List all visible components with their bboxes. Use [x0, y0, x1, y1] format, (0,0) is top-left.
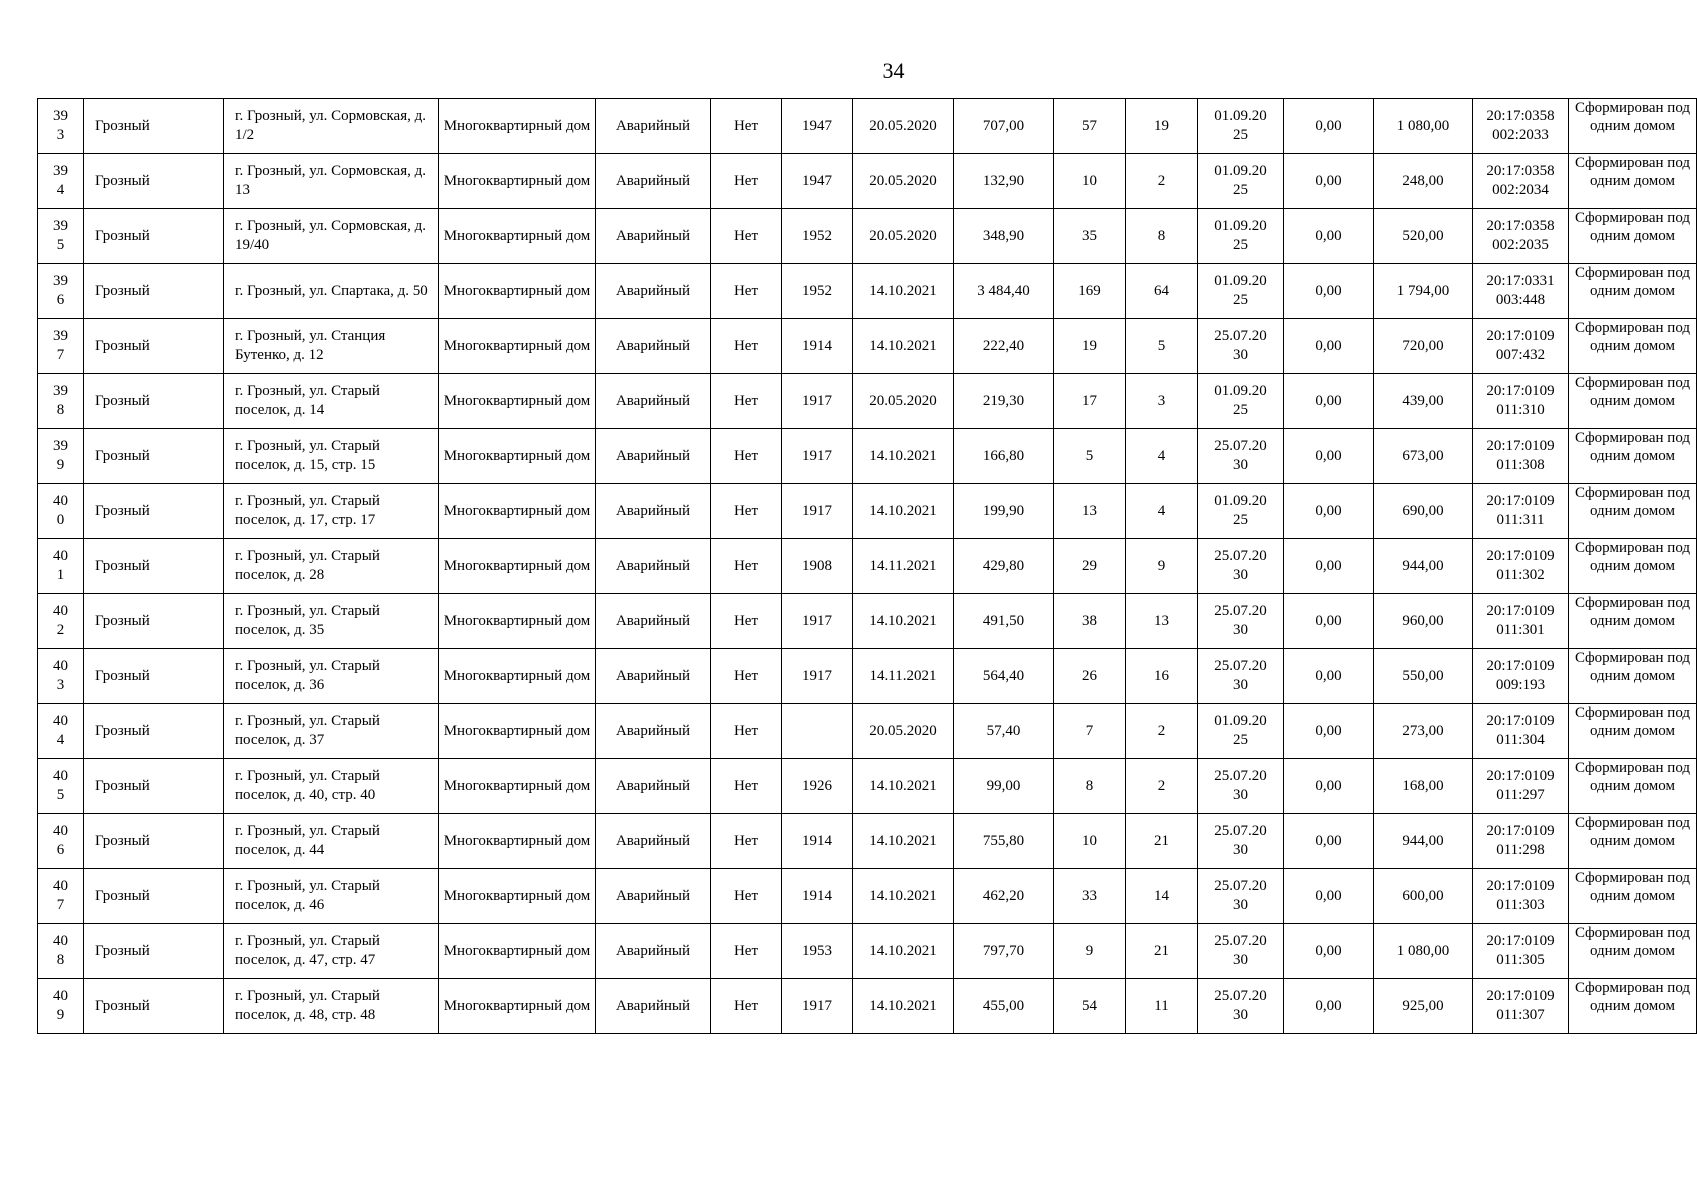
- deadline-cell: 25.07.20 30: [1198, 814, 1284, 869]
- year-cell: [782, 704, 853, 759]
- flag-cell: Нет: [711, 759, 782, 814]
- condition-cell: Аварийный: [596, 649, 711, 704]
- land-status-cell: Сформирован под одним домом: [1569, 924, 1697, 979]
- deadline-cell: 01.09.20 25: [1198, 704, 1284, 759]
- value-cell: 0,00: [1284, 209, 1374, 264]
- table-row: [38, 924, 1697, 979]
- recognition-date-cell: 20.05.2020: [853, 154, 954, 209]
- table-row: [38, 154, 1697, 209]
- value-cell: 0,00: [1284, 704, 1374, 759]
- address-cell: г. Грозный, ул. Старый поселок, д. 28: [224, 539, 439, 594]
- row-number-cell: 39 7: [38, 319, 84, 374]
- building-type-cell: Многоквартирный дом: [439, 869, 596, 924]
- city-cell: Грозный: [84, 264, 224, 319]
- units-cell: 9: [1126, 539, 1198, 594]
- address-cell: г. Грозный, ул. Старый поселок, д. 17, стр. 17: [224, 484, 439, 539]
- sum-cell: 520,00: [1374, 209, 1473, 264]
- condition-cell: Аварийный: [596, 374, 711, 429]
- table-row: [38, 759, 1697, 814]
- value-cell: 0,00: [1284, 319, 1374, 374]
- city-cell: Грозный: [84, 759, 224, 814]
- city-cell: Грозный: [84, 924, 224, 979]
- sum-cell: 273,00: [1374, 704, 1473, 759]
- land-status-cell: Сформирован под одним домом: [1569, 759, 1697, 814]
- flag-cell: Нет: [711, 264, 782, 319]
- area-cell: 455,00: [954, 979, 1054, 1034]
- residents-cell: 8: [1054, 759, 1126, 814]
- deadline-cell: 25.07.20 30: [1198, 539, 1284, 594]
- table-row: [38, 484, 1697, 539]
- residents-cell: 10: [1054, 814, 1126, 869]
- units-cell: 64: [1126, 264, 1198, 319]
- land-status-cell: Сформирован под одним домом: [1569, 649, 1697, 704]
- residents-cell: 169: [1054, 264, 1126, 319]
- deadline-cell: 25.07.20 30: [1198, 979, 1284, 1034]
- land-status-cell: Сформирован под одним домом: [1569, 594, 1697, 649]
- units-cell: 5: [1126, 319, 1198, 374]
- deadline-cell: 01.09.20 25: [1198, 209, 1284, 264]
- recognition-date-cell: 14.10.2021: [853, 814, 954, 869]
- year-cell: 1908: [782, 539, 853, 594]
- condition-cell: Аварийный: [596, 979, 711, 1034]
- row-number-cell: 40 4: [38, 704, 84, 759]
- recognition-date-cell: 20.05.2020: [853, 99, 954, 154]
- row-number-cell: 40 7: [38, 869, 84, 924]
- building-type-cell: Многоквартирный дом: [439, 264, 596, 319]
- recognition-date-cell: 14.10.2021: [853, 429, 954, 484]
- recognition-date-cell: 14.11.2021: [853, 649, 954, 704]
- flag-cell: Нет: [711, 814, 782, 869]
- area-cell: 219,30: [954, 374, 1054, 429]
- recognition-date-cell: 14.11.2021: [853, 539, 954, 594]
- land-status-cell: Сформирован под одним домом: [1569, 209, 1697, 264]
- land-status-cell: Сформирован под одним домом: [1569, 374, 1697, 429]
- condition-cell: Аварийный: [596, 99, 711, 154]
- recognition-date-cell: 20.05.2020: [853, 209, 954, 264]
- row-number-cell: 39 3: [38, 99, 84, 154]
- city-cell: Грозный: [84, 539, 224, 594]
- city-cell: Грозный: [84, 99, 224, 154]
- land-status-cell: Сформирован под одним домом: [1569, 979, 1697, 1034]
- residents-cell: 5: [1054, 429, 1126, 484]
- year-cell: 1947: [782, 154, 853, 209]
- deadline-cell: 25.07.20 30: [1198, 924, 1284, 979]
- year-cell: 1917: [782, 979, 853, 1034]
- units-cell: 4: [1126, 429, 1198, 484]
- deadline-cell: 25.07.20 30: [1198, 649, 1284, 704]
- deadline-cell: 25.07.20 30: [1198, 319, 1284, 374]
- area-cell: 462,20: [954, 869, 1054, 924]
- deadline-cell: 25.07.20 30: [1198, 869, 1284, 924]
- cadastral-number-cell: 20:17:0109 009:193: [1473, 649, 1569, 704]
- units-cell: 2: [1126, 759, 1198, 814]
- sum-cell: 600,00: [1374, 869, 1473, 924]
- value-cell: 0,00: [1284, 264, 1374, 319]
- cadastral-number-cell: 20:17:0109 011:310: [1473, 374, 1569, 429]
- year-cell: 1952: [782, 264, 853, 319]
- units-cell: 13: [1126, 594, 1198, 649]
- residents-cell: 9: [1054, 924, 1126, 979]
- address-cell: г. Грозный, ул. Сормовская, д. 13: [224, 154, 439, 209]
- city-cell: Грозный: [84, 704, 224, 759]
- cadastral-number-cell: 20:17:0109 011:301: [1473, 594, 1569, 649]
- sum-cell: 1 080,00: [1374, 924, 1473, 979]
- year-cell: 1917: [782, 594, 853, 649]
- flag-cell: Нет: [711, 319, 782, 374]
- city-cell: Грозный: [84, 429, 224, 484]
- land-status-cell: Сформирован под одним домом: [1569, 99, 1697, 154]
- value-cell: 0,00: [1284, 374, 1374, 429]
- row-number-cell: 40 1: [38, 539, 84, 594]
- units-cell: 3: [1126, 374, 1198, 429]
- condition-cell: Аварийный: [596, 814, 711, 869]
- condition-cell: Аварийный: [596, 154, 711, 209]
- city-cell: Грозный: [84, 979, 224, 1034]
- flag-cell: Нет: [711, 704, 782, 759]
- residents-cell: 19: [1054, 319, 1126, 374]
- table-row: [38, 209, 1697, 264]
- building-type-cell: Многоквартирный дом: [439, 154, 596, 209]
- units-cell: 19: [1126, 99, 1198, 154]
- row-number-cell: 40 6: [38, 814, 84, 869]
- recognition-date-cell: 20.05.2020: [853, 374, 954, 429]
- address-cell: г. Грозный, ул. Старый поселок, д. 48, стр. 48: [224, 979, 439, 1034]
- flag-cell: Нет: [711, 979, 782, 1034]
- units-cell: 11: [1126, 979, 1198, 1034]
- year-cell: 1947: [782, 99, 853, 154]
- row-number-cell: 39 8: [38, 374, 84, 429]
- year-cell: 1917: [782, 649, 853, 704]
- deadline-cell: 25.07.20 30: [1198, 759, 1284, 814]
- address-cell: г. Грозный, ул. Старый поселок, д. 15, стр. 15: [224, 429, 439, 484]
- housing-registry-table: [37, 98, 1697, 1034]
- city-cell: Грозный: [84, 594, 224, 649]
- area-cell: 707,00: [954, 99, 1054, 154]
- units-cell: 16: [1126, 649, 1198, 704]
- address-cell: г. Грозный, ул. Сормовская, д. 1/2: [224, 99, 439, 154]
- sum-cell: 960,00: [1374, 594, 1473, 649]
- building-type-cell: Многоквартирный дом: [439, 649, 596, 704]
- building-type-cell: Многоквартирный дом: [439, 814, 596, 869]
- row-number-cell: 40 9: [38, 979, 84, 1034]
- flag-cell: Нет: [711, 869, 782, 924]
- flag-cell: Нет: [711, 539, 782, 594]
- sum-cell: 1 794,00: [1374, 264, 1473, 319]
- units-cell: 4: [1126, 484, 1198, 539]
- sum-cell: 690,00: [1374, 484, 1473, 539]
- area-cell: 797,70: [954, 924, 1054, 979]
- land-status-cell: Сформирован под одним домом: [1569, 264, 1697, 319]
- deadline-cell: 01.09.20 25: [1198, 99, 1284, 154]
- value-cell: 0,00: [1284, 924, 1374, 979]
- address-cell: г. Грозный, ул. Сормовская, д. 19/40: [224, 209, 439, 264]
- land-status-cell: Сформирован под одним домом: [1569, 319, 1697, 374]
- flag-cell: Нет: [711, 649, 782, 704]
- deadline-cell: 25.07.20 30: [1198, 429, 1284, 484]
- flag-cell: Нет: [711, 924, 782, 979]
- residents-cell: 35: [1054, 209, 1126, 264]
- cadastral-number-cell: 20:17:0109 011:302: [1473, 539, 1569, 594]
- building-type-cell: Многоквартирный дом: [439, 924, 596, 979]
- row-number-cell: 40 5: [38, 759, 84, 814]
- area-cell: 3 484,40: [954, 264, 1054, 319]
- year-cell: 1917: [782, 374, 853, 429]
- sum-cell: 925,00: [1374, 979, 1473, 1034]
- deadline-cell: 01.09.20 25: [1198, 374, 1284, 429]
- sum-cell: 550,00: [1374, 649, 1473, 704]
- table-row: [38, 649, 1697, 704]
- value-cell: 0,00: [1284, 649, 1374, 704]
- deadline-cell: 01.09.20 25: [1198, 484, 1284, 539]
- flag-cell: Нет: [711, 374, 782, 429]
- address-cell: г. Грозный, ул. Старый поселок, д. 47, стр. 47: [224, 924, 439, 979]
- area-cell: 564,40: [954, 649, 1054, 704]
- table-row: [38, 264, 1697, 319]
- table-row: [38, 594, 1697, 649]
- recognition-date-cell: 14.10.2021: [853, 869, 954, 924]
- page-number: 34: [882, 58, 905, 83]
- land-status-cell: Сформирован под одним домом: [1569, 704, 1697, 759]
- area-cell: 491,50: [954, 594, 1054, 649]
- row-number-cell: 39 4: [38, 154, 84, 209]
- address-cell: г. Грозный, ул. Старый поселок, д. 37: [224, 704, 439, 759]
- sum-cell: 248,00: [1374, 154, 1473, 209]
- units-cell: 2: [1126, 704, 1198, 759]
- flag-cell: Нет: [711, 209, 782, 264]
- year-cell: 1917: [782, 429, 853, 484]
- cadastral-number-cell: 20:17:0109 011:304: [1473, 704, 1569, 759]
- residents-cell: 13: [1054, 484, 1126, 539]
- recognition-date-cell: 14.10.2021: [853, 594, 954, 649]
- city-cell: Грозный: [84, 484, 224, 539]
- cadastral-number-cell: 20:17:0109 011:298: [1473, 814, 1569, 869]
- units-cell: 21: [1126, 924, 1198, 979]
- sum-cell: 673,00: [1374, 429, 1473, 484]
- table-row: [38, 99, 1697, 154]
- land-status-cell: Сформирован под одним домом: [1569, 869, 1697, 924]
- address-cell: г. Грозный, ул. Старый поселок, д. 14: [224, 374, 439, 429]
- row-number-cell: 40 2: [38, 594, 84, 649]
- building-type-cell: Многоквартирный дом: [439, 484, 596, 539]
- building-type-cell: Многоквартирный дом: [439, 979, 596, 1034]
- building-type-cell: Многоквартирный дом: [439, 319, 596, 374]
- condition-cell: Аварийный: [596, 319, 711, 374]
- table-row: [38, 814, 1697, 869]
- city-cell: Грозный: [84, 869, 224, 924]
- city-cell: Грозный: [84, 374, 224, 429]
- table-row: [38, 704, 1697, 759]
- condition-cell: Аварийный: [596, 759, 711, 814]
- area-cell: 57,40: [954, 704, 1054, 759]
- year-cell: 1914: [782, 319, 853, 374]
- value-cell: 0,00: [1284, 154, 1374, 209]
- units-cell: 2: [1126, 154, 1198, 209]
- condition-cell: Аварийный: [596, 594, 711, 649]
- row-number-cell: 39 9: [38, 429, 84, 484]
- area-cell: 348,90: [954, 209, 1054, 264]
- building-type-cell: Многоквартирный дом: [439, 704, 596, 759]
- recognition-date-cell: 14.10.2021: [853, 319, 954, 374]
- table-row: [38, 979, 1697, 1034]
- sum-cell: 944,00: [1374, 814, 1473, 869]
- sum-cell: 1 080,00: [1374, 99, 1473, 154]
- address-cell: г. Грозный, ул. Старый поселок, д. 44: [224, 814, 439, 869]
- land-status-cell: Сформирован под одним домом: [1569, 484, 1697, 539]
- row-number-cell: 39 6: [38, 264, 84, 319]
- area-cell: 199,90: [954, 484, 1054, 539]
- cadastral-number-cell: 20:17:0109 007:432: [1473, 319, 1569, 374]
- area-cell: 99,00: [954, 759, 1054, 814]
- land-status-cell: Сформирован под одним домом: [1569, 154, 1697, 209]
- building-type-cell: Многоквартирный дом: [439, 594, 596, 649]
- cadastral-number-cell: 20:17:0358 002:2033: [1473, 99, 1569, 154]
- flag-cell: Нет: [711, 429, 782, 484]
- table-row: [38, 319, 1697, 374]
- cadastral-number-cell: 20:17:0358 002:2035: [1473, 209, 1569, 264]
- condition-cell: Аварийный: [596, 209, 711, 264]
- table-row: [38, 539, 1697, 594]
- table-row: [38, 374, 1697, 429]
- condition-cell: Аварийный: [596, 539, 711, 594]
- condition-cell: Аварийный: [596, 704, 711, 759]
- table-row: [38, 429, 1697, 484]
- year-cell: 1914: [782, 814, 853, 869]
- row-number-cell: 40 0: [38, 484, 84, 539]
- address-cell: г. Грозный, ул. Старый поселок, д. 46: [224, 869, 439, 924]
- recognition-date-cell: 20.05.2020: [853, 704, 954, 759]
- cadastral-number-cell: 20:17:0109 011:297: [1473, 759, 1569, 814]
- city-cell: Грозный: [84, 154, 224, 209]
- area-cell: 429,80: [954, 539, 1054, 594]
- recognition-date-cell: 14.10.2021: [853, 924, 954, 979]
- area-cell: 166,80: [954, 429, 1054, 484]
- row-number-cell: 39 5: [38, 209, 84, 264]
- residents-cell: 29: [1054, 539, 1126, 594]
- building-type-cell: Многоквартирный дом: [439, 429, 596, 484]
- flag-cell: Нет: [711, 154, 782, 209]
- year-cell: 1953: [782, 924, 853, 979]
- row-number-cell: 40 3: [38, 649, 84, 704]
- address-cell: г. Грозный, ул. Старый поселок, д. 40, стр. 40: [224, 759, 439, 814]
- residents-cell: 10: [1054, 154, 1126, 209]
- condition-cell: Аварийный: [596, 869, 711, 924]
- deadline-cell: 25.07.20 30: [1198, 594, 1284, 649]
- city-cell: Грозный: [84, 649, 224, 704]
- building-type-cell: Многоквартирный дом: [439, 209, 596, 264]
- address-cell: г. Грозный, ул. Старый поселок, д. 35: [224, 594, 439, 649]
- sum-cell: 720,00: [1374, 319, 1473, 374]
- year-cell: 1926: [782, 759, 853, 814]
- condition-cell: Аварийный: [596, 924, 711, 979]
- cadastral-number-cell: 20:17:0109 011:303: [1473, 869, 1569, 924]
- units-cell: 21: [1126, 814, 1198, 869]
- city-cell: Грозный: [84, 319, 224, 374]
- value-cell: 0,00: [1284, 484, 1374, 539]
- value-cell: 0,00: [1284, 814, 1374, 869]
- flag-cell: Нет: [711, 594, 782, 649]
- sum-cell: 944,00: [1374, 539, 1473, 594]
- value-cell: 0,00: [1284, 979, 1374, 1034]
- year-cell: 1952: [782, 209, 853, 264]
- row-number-cell: 40 8: [38, 924, 84, 979]
- land-status-cell: Сформирован под одним домом: [1569, 429, 1697, 484]
- flag-cell: Нет: [711, 484, 782, 539]
- cadastral-number-cell: 20:17:0109 011:311: [1473, 484, 1569, 539]
- value-cell: 0,00: [1284, 539, 1374, 594]
- building-type-cell: Многоквартирный дом: [439, 759, 596, 814]
- condition-cell: Аварийный: [596, 264, 711, 319]
- year-cell: 1917: [782, 484, 853, 539]
- area-cell: 132,90: [954, 154, 1054, 209]
- cadastral-number-cell: 20:17:0109 011:307: [1473, 979, 1569, 1034]
- sum-cell: 439,00: [1374, 374, 1473, 429]
- units-cell: 8: [1126, 209, 1198, 264]
- value-cell: 0,00: [1284, 594, 1374, 649]
- land-status-cell: Сформирован под одним домом: [1569, 539, 1697, 594]
- land-status-cell: Сформирован под одним домом: [1569, 814, 1697, 869]
- condition-cell: Аварийный: [596, 484, 711, 539]
- sum-cell: 168,00: [1374, 759, 1473, 814]
- year-cell: 1914: [782, 869, 853, 924]
- city-cell: Грозный: [84, 209, 224, 264]
- value-cell: 0,00: [1284, 429, 1374, 484]
- residents-cell: 38: [1054, 594, 1126, 649]
- building-type-cell: Многоквартирный дом: [439, 99, 596, 154]
- condition-cell: Аварийный: [596, 429, 711, 484]
- cadastral-number-cell: 20:17:0109 011:305: [1473, 924, 1569, 979]
- recognition-date-cell: 14.10.2021: [853, 759, 954, 814]
- address-cell: г. Грозный, ул. Старый поселок, д. 36: [224, 649, 439, 704]
- residents-cell: 17: [1054, 374, 1126, 429]
- address-cell: г. Грозный, ул. Станция Бутенко, д. 12: [224, 319, 439, 374]
- area-cell: 755,80: [954, 814, 1054, 869]
- deadline-cell: 01.09.20 25: [1198, 264, 1284, 319]
- city-cell: Грозный: [84, 814, 224, 869]
- registry-body: [38, 99, 1697, 1034]
- recognition-date-cell: 14.10.2021: [853, 484, 954, 539]
- residents-cell: 7: [1054, 704, 1126, 759]
- value-cell: 0,00: [1284, 759, 1374, 814]
- residents-cell: 54: [1054, 979, 1126, 1034]
- value-cell: 0,00: [1284, 99, 1374, 154]
- deadline-cell: 01.09.20 25: [1198, 154, 1284, 209]
- area-cell: 222,40: [954, 319, 1054, 374]
- building-type-cell: Многоквартирный дом: [439, 539, 596, 594]
- residents-cell: 26: [1054, 649, 1126, 704]
- cadastral-number-cell: 20:17:0109 011:308: [1473, 429, 1569, 484]
- value-cell: 0,00: [1284, 869, 1374, 924]
- flag-cell: Нет: [711, 99, 782, 154]
- cadastral-number-cell: 20:17:0358 002:2034: [1473, 154, 1569, 209]
- residents-cell: 33: [1054, 869, 1126, 924]
- units-cell: 14: [1126, 869, 1198, 924]
- building-type-cell: Многоквартирный дом: [439, 374, 596, 429]
- address-cell: г. Грозный, ул. Спартака, д. 50: [224, 264, 439, 319]
- residents-cell: 57: [1054, 99, 1126, 154]
- recognition-date-cell: 14.10.2021: [853, 264, 954, 319]
- cadastral-number-cell: 20:17:0331 003:448: [1473, 264, 1569, 319]
- table-row: [38, 869, 1697, 924]
- recognition-date-cell: 14.10.2021: [853, 979, 954, 1034]
